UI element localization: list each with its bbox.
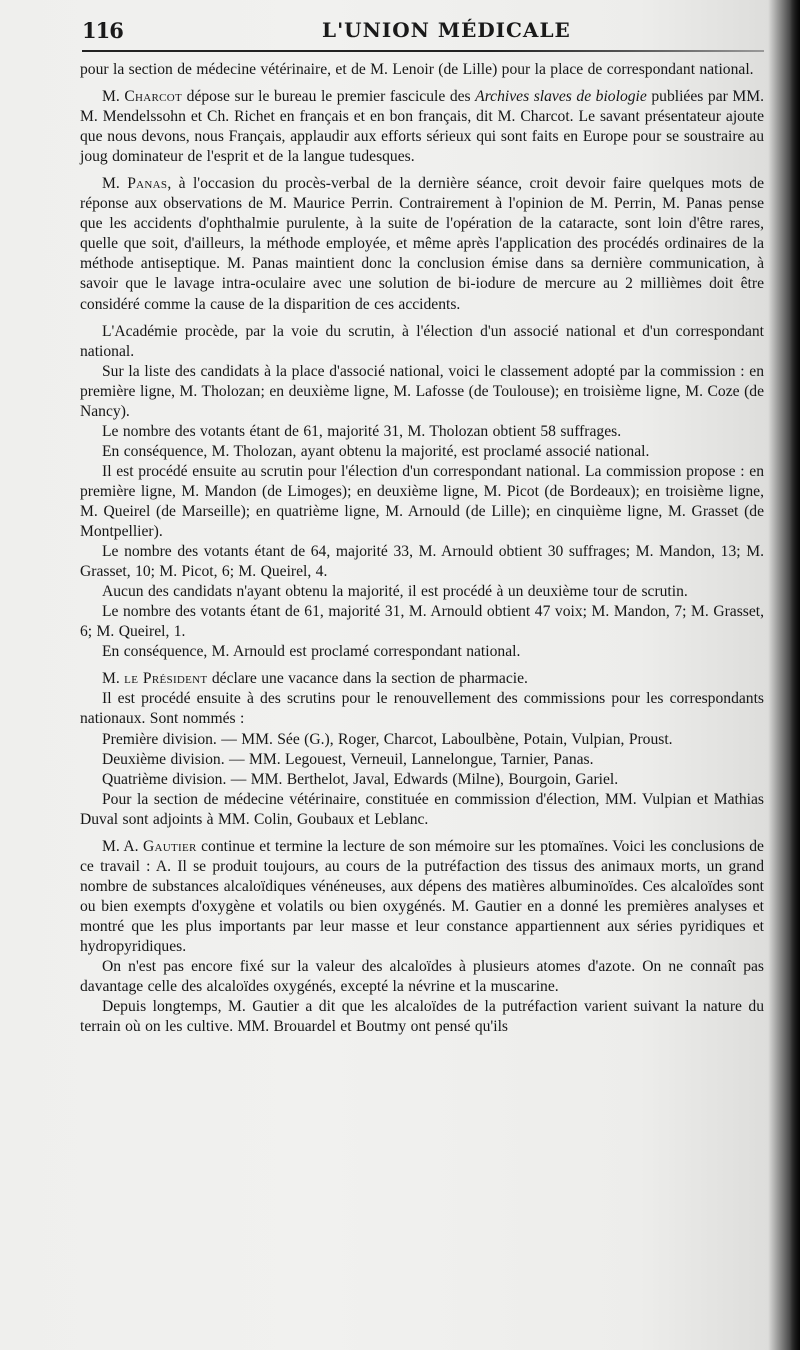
paragraph-text: En conséquence, M. Arnould est proclamé correspondant national. [102,643,521,661]
paragraph-text: continue et termine la lecture de son mémoire sur les ptomaïnes. Voici les conclusions de ce travail : A. Il se produit toujours, au cours de la putréfaction des tissus des animaux morts, un grand nombre de substances alcaloïdiques vénéneuses, aux dépens des matières albuminoïdes. Ces alcaloïdes sont ou bien exempts d'oxygène et volatils ou bien oxygénés. M. Gautier en a donné les premières analyses et montré que les plus importants par leur masse et leur constance appartiennent aux séries pyridiques et hydropyridiques. [80,837,764,955]
running-title: L'UNION MÉDICALE [322,18,571,42]
speaker-name: Gautier [142,837,197,855]
paragraph-text: pour la section de médecine vétérinaire, et de M. Lenoir (de Lille) pour la place de correspondant national. [80,61,754,78]
page-number: 116 [82,18,123,43]
paragraph-text: M. [102,175,128,193]
paragraph-p5 [80,362,764,422]
paragraph-text: Le nombre des votants étant de 61, majorité 31, M. Arnould obtient 47 voix; M. Mandon, 7; M. Grasset, 6; M. Queirel, 1. [80,603,764,641]
paragraph-p3 [80,174,764,314]
header-rule [82,50,764,52]
paragraph-p13 [80,669,764,689]
paragraph-text: Pour la section de médecine vétérinaire, constituée en commission d'élection, MM. Vulpian et Mathias Duval sont adjoints à MM. Colin, Goubaux et Leblanc. [80,790,764,828]
paragraph-p8 [80,462,764,542]
paragraph-text: M. A. [102,837,143,855]
paragraph-text: Deuxième division. — MM. Legouest, Verneuil, Lannelongue, Tarnier, Panas. [102,750,594,768]
paragraph-p2 [80,87,764,167]
paragraph-p18 [80,790,764,830]
paragraph-text: Il est procédé ensuite à des scrutins pour le renouvellement des commissions pour les correspondants nationaux. Sont nommés : [80,690,764,728]
paragraph-p10 [80,582,764,602]
speaker-name: Panas [127,175,168,193]
paragraph-text: Il est procédé ensuite au scrutin pour l'élection d'un correspondant national. La commission propose : en première ligne, M. Mandon (de Limoges); en deuxième ligne, M. Picot (de Bordeaux); en troisième ligne, M. Queirel (de Marseille); en quatrième ligne, M. Arnould (de Lille); en cinquième ligne, M. Grasset (de Montpellier). [80,462,764,541]
paragraph-text: déclare une vacance dans la section de pharmacie. [207,670,528,688]
speaker-name: le Président [124,670,208,688]
paragraph-p7 [80,442,764,462]
paragraph-p1 [80,60,764,80]
paragraph-text: Aucun des candidats n'ayant obtenu la majorité, il est procédé à un deuxième tour de scrutin. [102,583,688,601]
paragraph-text: L'Académie procède, par la voie du scrutin, à l'élection d'un associé national et d'un correspondant national. [80,322,764,360]
paragraph-p15 [80,730,764,750]
paragraph-p16 [80,750,764,770]
paragraph-text: Première division. — MM. Sée (G.), Roger, Charcot, Laboulbène, Potain, Vulpian, Proust. [102,730,673,748]
article-body [80,60,764,1037]
paragraph-text: Le nombre des votants étant de 61, majorité 31, M. Tholozan obtient 58 suffrages. [102,422,622,440]
paragraph-text: M. [102,88,125,106]
paragraph-p12 [80,642,764,662]
paragraph-text: On n'est pas encore fixé sur la valeur des alcaloïdes à plusieurs atomes d'azote. On ne connaît pas davantage celle des alcaloïdes oxygénés, excepté la névrine et la muscarine. [80,958,764,996]
paragraph-text: , à l'occasion du procès-verbal de la dernière séance, croit devoir faire quelques mots de réponse aux observations de M. Maurice Perrin. Contrairement à l'opinion de M. Perrin, M. Panas pense que les accidents d'ophthalmie purulente, à la suite de l'opération de la cataracte, sont loin d'être rares, quelle que soit, d'ailleurs, la méthode employée, et même après l'application des procédés ordinaires de la méthode antiseptique. M. Panas maintient donc la conclusion émise dans sa dernière communication, à savoir que le lavage intra-oculaire avec une solution de bi-iodure de mercure au 2 millièmes doit être considéré comme la cause de la disparition de ces accidents. [80,175,764,313]
paragraph-p6 [80,422,764,442]
paragraph-text: En conséquence, M. Tholozan, ayant obtenu la majorité, est proclamé associé national. [102,442,650,460]
page-header [82,18,762,48]
paragraph-p21 [80,997,764,1037]
speaker-name: Charcot [124,88,183,106]
paragraph-p11 [80,602,764,642]
paragraph-text: Depuis longtemps, M. Gautier a dit que les alcaloïdes de la putréfaction varient suivant la nature du terrain où on les cultive. MM. Brouardel et Boutmy ont pensé qu'ils [80,998,764,1036]
paragraph-text: publiées par MM. M. Mendelssohn et Ch. Richet en français et en bon français, dit M. Charcot. Le savant présentateur ajoute que nous devons, nous Français, applaudir aux efforts sérieux qui sont faits en Europe pour se soustraire au joug dominateur de l'esprit et de la langue tudesques. [80,88,765,166]
paragraph-p9 [80,542,764,582]
paragraph-text: Sur la liste des candidats à la place d'associé national, voici le classement adopté par la commission : en première ligne, M. Tholozan; en deuxième ligne, M. Lafosse (de Toulouse); en troisième ligne, M. Coze (de Nancy). [80,362,764,420]
paragraph-p4 [80,322,764,362]
paragraph-p17 [80,770,764,790]
italic-title: Archives slaves de biologie [475,88,647,106]
paragraph-p20 [80,957,764,997]
paragraph-text: Quatrième division. — MM. Berthelot, Javal, Edwards (Milne), Bourgoin, Gariel. [102,770,619,788]
paragraph-text: dépose sur le bureau le premier fascicule des [182,88,476,106]
paragraph-p19 [80,837,764,957]
paragraph-text: M. [102,670,125,688]
page-edge-shadow [790,0,800,1350]
paragraph-p14 [80,689,764,729]
paragraph-text: Le nombre des votants étant de 64, majorité 33, M. Arnould obtient 30 suffrages; M. Mandon, 13; M. Grasset, 10; M. Picot, 6; M. Queirel, 4. [80,543,764,581]
